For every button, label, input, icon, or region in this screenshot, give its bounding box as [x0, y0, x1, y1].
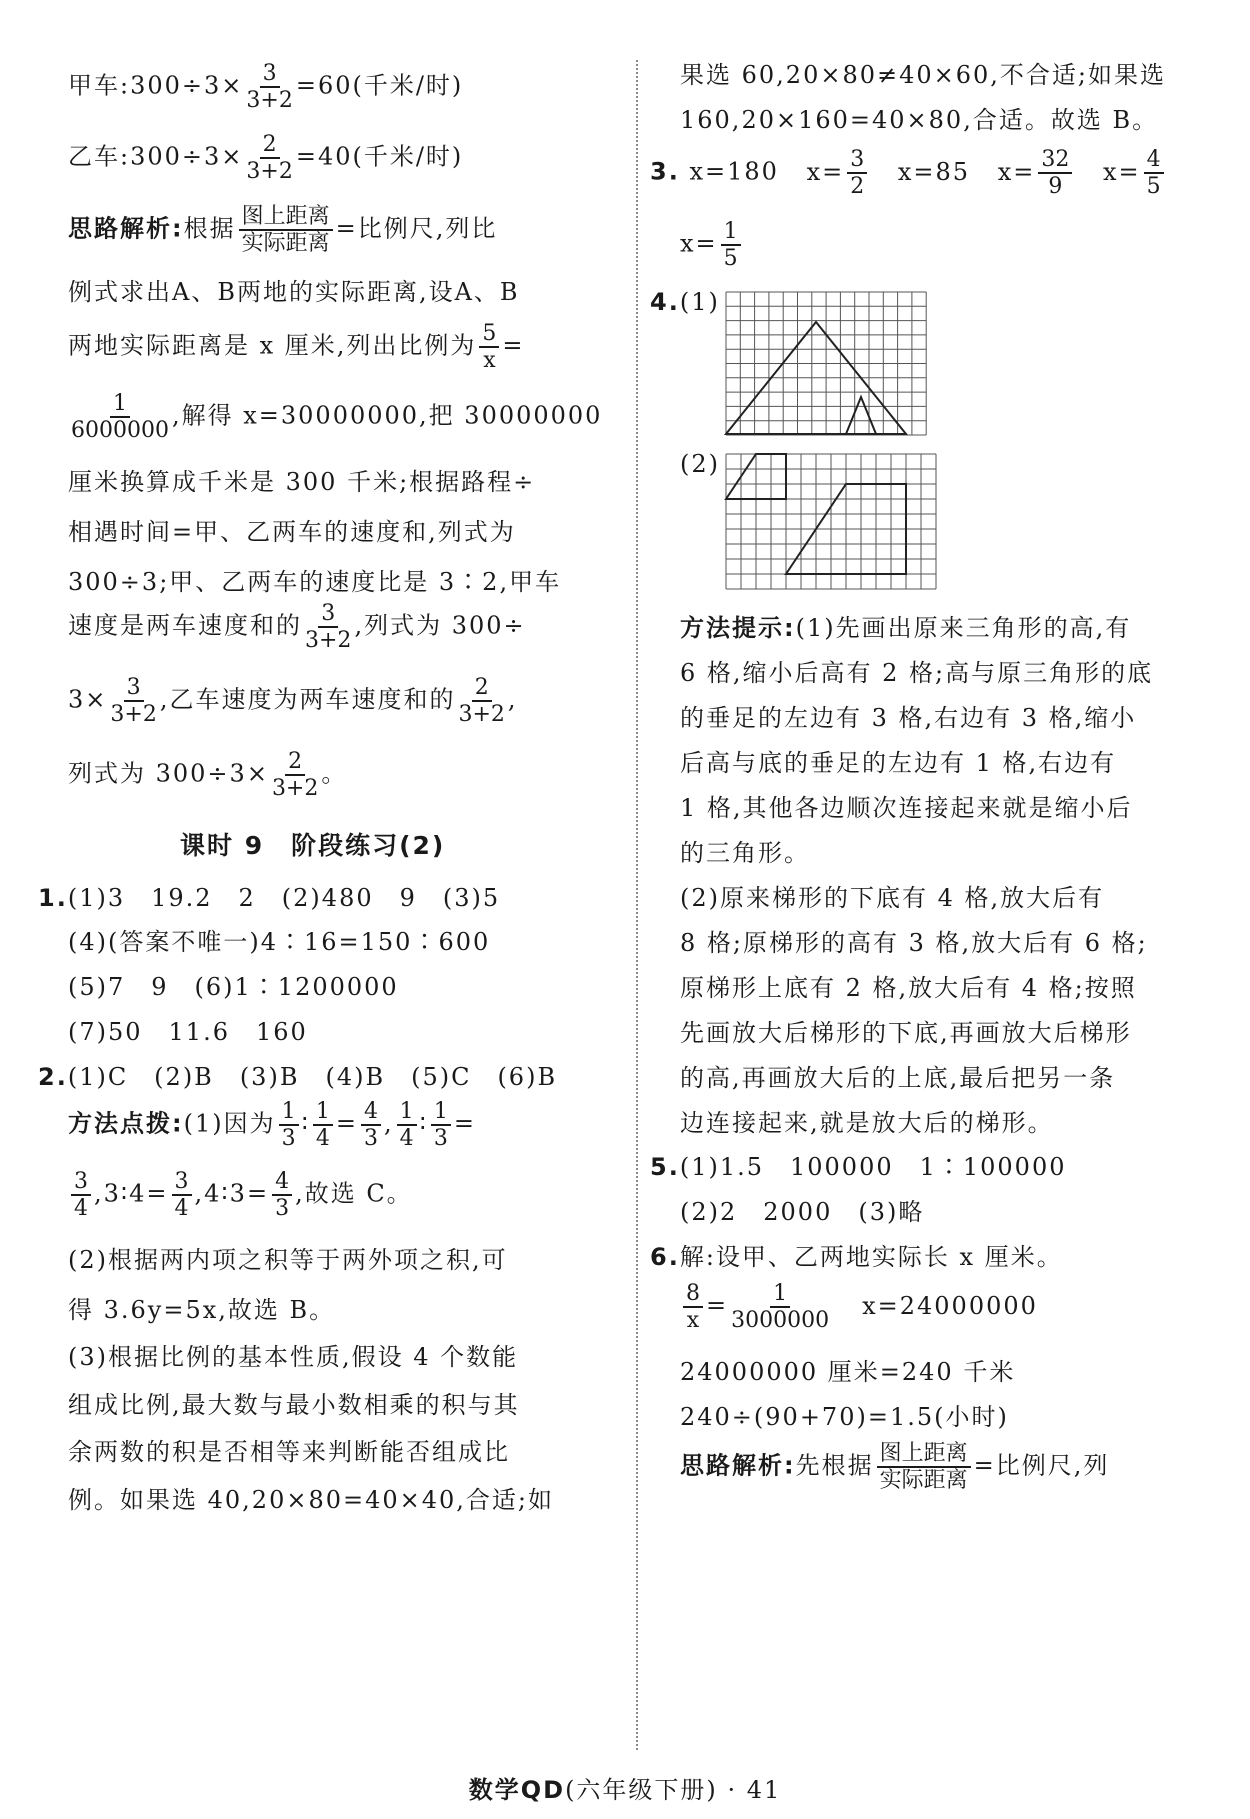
tip-line-9: 原梯形上底有 2 格,放大后有 4 格;按照: [680, 974, 1137, 1002]
question-number: 4.: [650, 288, 680, 316]
text: 两地实际距离是 x 厘米,列出比例为: [68, 331, 477, 360]
text: =40(千米/时): [295, 142, 464, 171]
numerator: 3: [318, 602, 338, 628]
answer-text: (1)1.5 100000 1∶100000: [679, 1153, 1067, 1181]
numerator: 32: [1038, 148, 1072, 174]
fraction: [1144, 148, 1164, 198]
fraction: [313, 1100, 333, 1150]
denominator: 3: [281, 1126, 296, 1152]
question-number: 6.: [650, 1243, 680, 1271]
method-line-9: 果选 60,20×80≠40×60,不合适;如果选: [680, 61, 1166, 89]
question-5: [650, 1147, 1067, 1182]
denominator: 3: [275, 1196, 290, 1222]
grid-figure-triangles: [724, 290, 946, 450]
text: x=: [806, 157, 845, 186]
text: x=: [1102, 157, 1141, 186]
q1-line-2: (4)(答案不唯一)4∶16=150∶600: [68, 928, 491, 956]
answer-text: (1)3 19.2 2 (2)480 9 (3)5: [67, 884, 501, 912]
text: ,故选 C。: [295, 1179, 413, 1208]
denominator: 2: [850, 174, 865, 200]
method-line-6: 组成比例,最大数与最小数相乘的积与其: [68, 1391, 520, 1419]
tip-line-8: 8 格;原梯形的高有 3 格,放大后有 6 格;: [680, 929, 1148, 957]
denominator: 5: [1146, 174, 1161, 200]
text: 根据: [183, 214, 236, 243]
tip-line-4: 后高与底的垂足的左边有 1 格,右边有: [680, 749, 1117, 777]
numerator: 4: [1144, 148, 1164, 174]
denominator: 4: [399, 1126, 414, 1152]
part-label: (1): [679, 288, 720, 316]
fraction: [172, 1170, 192, 1220]
text: x=: [680, 229, 718, 258]
question-3: [650, 148, 1167, 198]
analysis-line-3: [68, 322, 525, 372]
fraction: [431, 1100, 451, 1150]
fraction: [458, 676, 504, 726]
analysis-line-8: [68, 602, 526, 652]
answer-text: (1)C (2)B (3)B (4)B (5)C (6)B: [67, 1063, 558, 1091]
method-line-8: 例。如果选 40,20×80=40×40,合适;如: [68, 1486, 554, 1514]
section-title: 课时 9 阶段练习(2): [180, 831, 446, 860]
numerator: 4: [361, 1100, 381, 1126]
tip-line-1: [680, 608, 1131, 643]
fraction: [71, 392, 169, 442]
method-line-2: [68, 1170, 413, 1220]
fraction: [361, 1100, 381, 1150]
grid-lines: [726, 292, 926, 435]
fraction: [479, 322, 499, 372]
denominator: 9: [1048, 174, 1063, 200]
text: ,: [383, 1109, 394, 1138]
text: ,: [507, 685, 518, 714]
numerator: 3: [124, 676, 144, 702]
question-number: 2.: [38, 1063, 68, 1091]
numerator: 3: [71, 1170, 91, 1196]
numerator: 1: [110, 392, 130, 418]
text: 乙车:300÷3×: [68, 142, 244, 171]
text: 甲车:300÷3×: [68, 71, 244, 100]
question-number: 3.: [650, 157, 680, 186]
analysis-line-2: 例式求出A、B两地的实际距离,设A、B: [68, 278, 520, 306]
analysis-final: [680, 1442, 1109, 1492]
numerator: 2: [260, 133, 280, 159]
q6-line-4: 240÷(90+70)=1.5(小时): [680, 1403, 1009, 1431]
text: ,列式为 300÷: [354, 611, 526, 640]
subject: 数学QD: [468, 1776, 566, 1804]
fraction: [683, 1282, 703, 1332]
q1-line-4: (7)50 11.6 160: [68, 1018, 308, 1046]
numerator: 3: [260, 62, 280, 88]
denominator: 3+2: [305, 628, 352, 654]
grid-figure-trapezoids: [724, 452, 946, 592]
tip-line-3: 的垂足的左边有 3 格,右边有 3 格,缩小: [680, 704, 1137, 732]
page-footer: [0, 1770, 1250, 1805]
text: =: [502, 331, 525, 360]
numerator: 图上距离: [239, 205, 333, 231]
text: ∶: [301, 1109, 310, 1138]
text: x=: [997, 157, 1036, 186]
tip-line-11: 的高,再画放大后的上底,最后把另一条: [680, 1064, 1116, 1092]
text: ,3∶4=: [94, 1179, 169, 1208]
q1-line-3: (5)7 9 (6)1∶1200000: [68, 973, 399, 1001]
line-car-b: [68, 133, 463, 183]
numerator: 2: [285, 750, 305, 776]
text: =: [453, 1109, 476, 1138]
numerator: 1: [431, 1100, 451, 1126]
numerator: 1: [313, 1100, 333, 1126]
denominator: 实际距离: [241, 231, 330, 257]
fraction: [397, 1100, 417, 1150]
numerator: 4: [272, 1170, 292, 1196]
analysis-line-4: [68, 392, 602, 442]
q6-equation: [680, 1282, 1038, 1332]
tip-line-5: 1 格,其他各边顺次连接起来就是缩小后: [680, 794, 1133, 822]
denominator: 3+2: [110, 702, 157, 728]
question-number: 1.: [38, 884, 68, 912]
denominator: 3+2: [246, 88, 293, 114]
analysis-label: 思路解析:: [680, 1451, 796, 1480]
analysis-line-7: 300÷3;甲、乙两车的速度比是 3∶2,甲车: [68, 568, 562, 596]
fraction: [239, 205, 333, 255]
question-3-line-2: [680, 220, 744, 270]
analysis-line-6: 相遇时间=甲、乙两车的速度和,列式为: [68, 518, 516, 546]
fraction: [731, 1282, 829, 1332]
analysis-label: 思路解析:: [68, 214, 184, 243]
fraction: [721, 220, 741, 270]
denominator: 3: [433, 1126, 448, 1152]
analysis-line-9: [68, 676, 518, 726]
tip-line-6: 的三角形。: [680, 839, 810, 867]
line-car-a: [68, 62, 463, 112]
denominator: x: [686, 1308, 700, 1334]
text: ,4∶3=: [194, 1179, 270, 1208]
separator: ·: [727, 1776, 738, 1804]
question-4: [650, 288, 720, 316]
denominator: 3+2: [246, 159, 293, 185]
page-number: 41: [746, 1776, 782, 1804]
method-label: 方法点拨:: [68, 1109, 184, 1138]
method-line-5: (3)根据比例的基本性质,假设 4 个数能: [68, 1343, 519, 1371]
denominator: 6000000: [71, 418, 169, 444]
text: 列式为 300÷3×: [68, 759, 269, 788]
tip-line-12: 边连接起来,就是放大后的梯形。: [680, 1109, 1054, 1137]
grade: (六年级下册): [565, 1776, 718, 1804]
text: (1)先画出原来三角形的高,有: [795, 614, 1132, 642]
text: ,乙车速度为两车速度和的: [159, 685, 456, 714]
part-label: (2): [680, 450, 720, 478]
denominator: 3: [363, 1126, 378, 1152]
text: (1)因为: [183, 1109, 276, 1138]
text: =: [706, 1291, 729, 1320]
numerator: 3: [172, 1170, 192, 1196]
numerator: 图上距离: [877, 1442, 971, 1468]
fraction: [246, 62, 292, 112]
text: 先根据: [795, 1451, 874, 1480]
reduced-triangle: [846, 397, 876, 434]
question-1: [38, 878, 500, 913]
fraction: [847, 148, 867, 198]
denominator: 3000000: [731, 1308, 830, 1334]
fraction: [305, 602, 351, 652]
tip-label: 方法提示:: [680, 614, 796, 642]
numerator: 8: [683, 1282, 703, 1308]
numerator: 1: [770, 1282, 790, 1308]
method-line-1: [68, 1100, 476, 1150]
analysis-line-5: 厘米换算成千米是 300 千米;根据路程÷: [68, 468, 536, 496]
question-number: 5.: [650, 1153, 680, 1181]
column-divider: [636, 60, 638, 1750]
tip-line-2: 6 格,缩小后高有 2 格;高与原三角形的底: [680, 659, 1154, 687]
numerator: 1: [721, 220, 741, 246]
answer-text: 解:设甲、乙两地实际长 x 厘米。: [679, 1243, 1063, 1271]
text: 速度是两车速度和的: [68, 611, 302, 640]
denominator: 3+2: [271, 776, 319, 802]
method-line-10: 160,20×160=40×80,合适。故选 B。: [680, 106, 1159, 134]
fraction: [272, 1170, 292, 1220]
q5-line-2: (2)2 2000 (3)略: [680, 1198, 925, 1226]
fraction: [110, 676, 156, 726]
text: x=24000000: [862, 1291, 1038, 1320]
denominator: 实际距离: [879, 1468, 968, 1494]
method-line-7: 余两数的积是否相等来判断能否组成比: [68, 1438, 510, 1466]
fraction: [272, 750, 318, 800]
text: =比例尺,列: [973, 1451, 1110, 1480]
text: ∶: [419, 1109, 428, 1138]
denominator: 4: [315, 1126, 330, 1152]
numerator: 2: [472, 676, 492, 702]
text: ,解得 x=30000000,把 30000000: [171, 401, 603, 430]
question-6: [650, 1237, 1063, 1272]
fraction: [246, 133, 292, 183]
denominator: 5: [723, 246, 738, 272]
text: =比例尺,列比: [335, 214, 498, 243]
analysis-line-10: [68, 750, 347, 800]
fraction: [279, 1100, 299, 1150]
analysis-line-1: [68, 205, 497, 255]
fraction: [877, 1442, 971, 1492]
numerator: 1: [279, 1100, 299, 1126]
answer-text: x=180: [689, 157, 779, 186]
denominator: 4: [74, 1196, 88, 1222]
numerator: 5: [479, 322, 499, 348]
denominator: x: [483, 348, 496, 374]
method-line-3: (2)根据两内项之积等于两外项之积,可: [68, 1246, 508, 1274]
answer-text: x=85: [897, 157, 971, 186]
text: 3×: [68, 685, 108, 714]
fraction: [1038, 148, 1072, 198]
text: =60(千米/时): [295, 71, 464, 100]
denominator: 3+2: [458, 702, 505, 728]
text: =: [335, 1109, 358, 1138]
grid-lines: [726, 454, 936, 589]
q6-line-3: 24000000 厘米=240 千米: [680, 1358, 1016, 1386]
numerator: 3: [847, 148, 867, 174]
numerator: 1: [397, 1100, 417, 1126]
text: 。: [321, 759, 348, 788]
tip-line-10: 先画放大后梯形的下底,再画放大后梯形: [680, 1019, 1132, 1047]
question-2: [38, 1057, 557, 1092]
tip-line-7: (2)原来梯形的下底有 4 格,放大后有: [680, 884, 1105, 912]
fraction: [71, 1170, 91, 1220]
method-line-4: 得 3.6y=5x,故选 B。: [68, 1296, 336, 1324]
denominator: 4: [174, 1196, 189, 1222]
